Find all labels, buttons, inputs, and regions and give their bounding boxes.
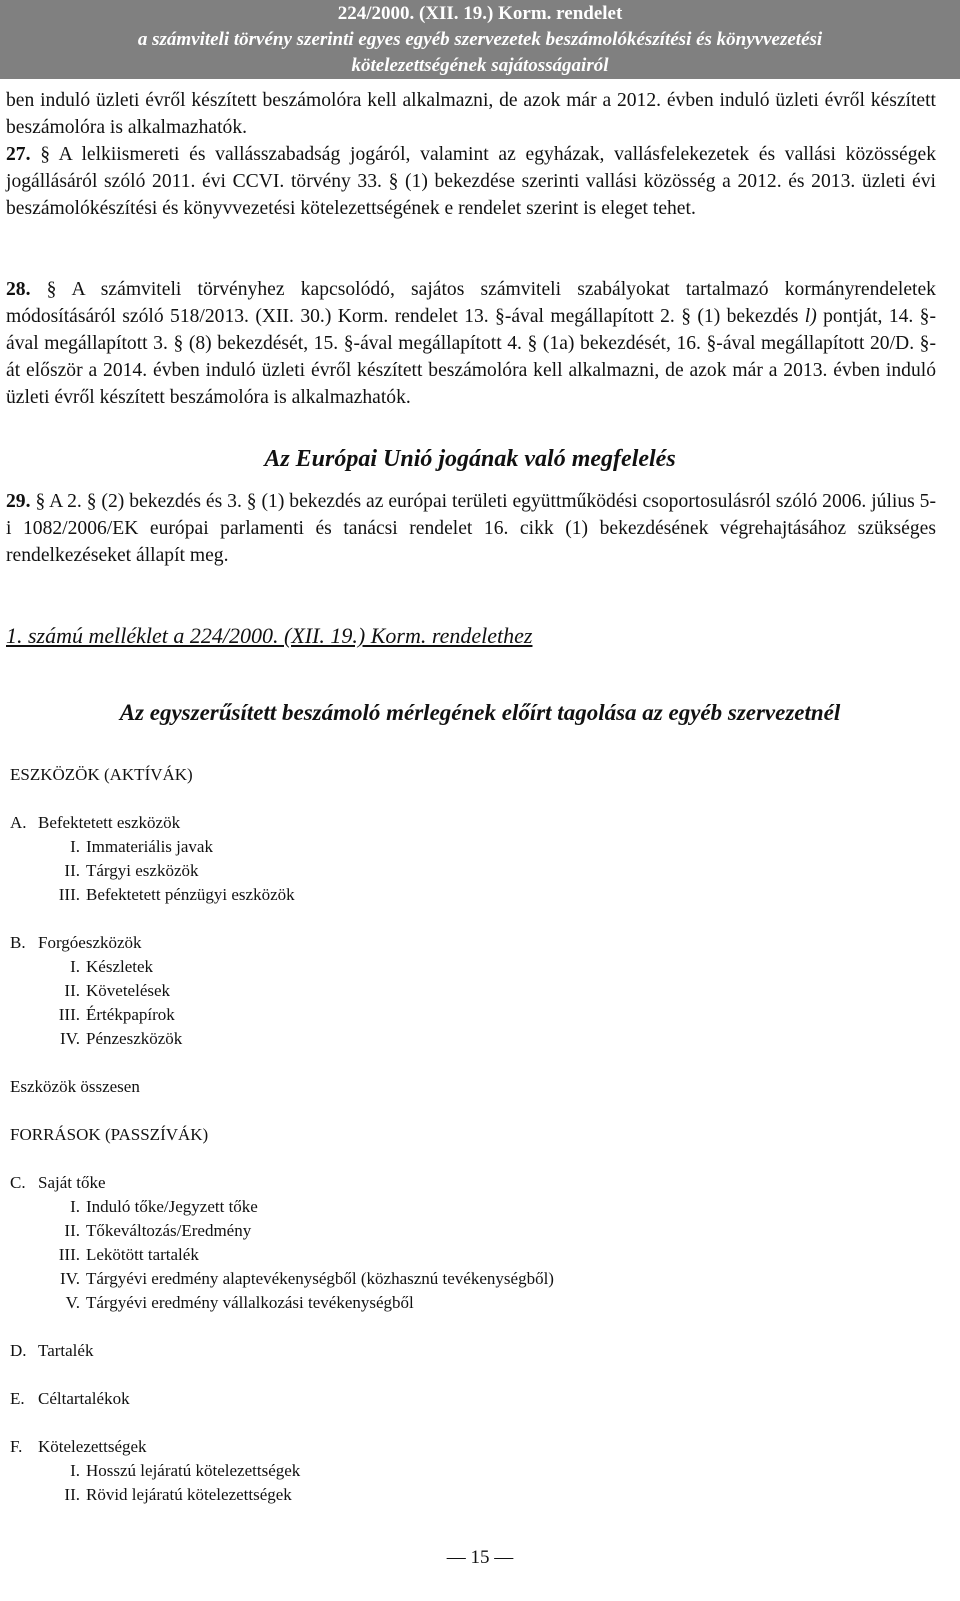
list-item-text: Forgóeszközök (38, 933, 142, 952)
eu-compliance-title: Az Európai Unió jogának való megfelelés (264, 446, 676, 472)
list-item (10, 1195, 554, 1219)
list-item-text: V. (65, 1293, 80, 1312)
list-item (10, 1483, 554, 1507)
paragraph-29 (6, 488, 936, 569)
spacer (10, 1411, 554, 1435)
paragraph-text: § A 2. § (2) bekezdés és 3. § (1) bekezdés az európai területi együttműködési csoportosulásról szóló 2006. július 5-i 1082/2006/EK európai parlamenti és tanácsi rendelet 16. cikk (1) bekezdésének végrehajtásához szükséges rendelkezéseket állapít meg. (6, 491, 936, 566)
list-item-text: B. (10, 933, 26, 952)
list-item (10, 955, 554, 979)
section-a (10, 811, 554, 835)
list-item-text: Lekötött tartalék (86, 1245, 199, 1264)
list-item-text: Céltartalékok (38, 1389, 130, 1408)
spacer (10, 1363, 554, 1387)
list-item (10, 859, 554, 883)
list-item-text: Befektetett pénzügyi eszközök (86, 885, 295, 904)
list-item-text: D. (10, 1341, 27, 1360)
section-c (10, 1171, 554, 1195)
spacer (10, 1099, 554, 1123)
list-item-text: IV. (60, 1269, 80, 1288)
liabilities-heading: FORRÁSOK (PASSZÍVÁK) (10, 1125, 209, 1144)
list-item-text: II. (64, 861, 80, 880)
list-item-text: Tartalék (38, 1341, 94, 1360)
list-item-text: II. (64, 981, 80, 1000)
page-number: — 15 — (446, 1547, 514, 1568)
header-subtitle-cont: kötelezettségének sajátosságairól (351, 55, 609, 76)
paragraph-27 (6, 141, 936, 222)
spacer (10, 787, 554, 811)
list-item (10, 1219, 554, 1243)
list-item (10, 1267, 554, 1291)
list-item-text: Kötelezettségek (38, 1437, 147, 1456)
list-item (10, 1459, 554, 1483)
paragraph-28 (6, 276, 936, 411)
list-item-text: A. (10, 813, 27, 832)
list-item-text: Induló tőke/Jegyzett tőke (86, 1197, 258, 1216)
balance-sheet-list (10, 763, 554, 1507)
list-item (10, 1003, 554, 1027)
paragraph-text: § A lelkiismereti és vallásszabadság jogáról, valamint az egyházak, vallásfelekezetek és vallási közösségek jogállásáról szóló 2011. évi CCVI. törvény 33. § (1) bekezdése szerinti vallási közösség a 2012. és 2013. üzleti évi beszámolókészítési és könyvvezetési kötelezettségének e rendelet szerint is eleget tehet. (6, 144, 936, 219)
list-item-text: Értékpapírok (86, 1005, 175, 1024)
list-item-text: I. (70, 837, 80, 856)
list-item-text: E. (10, 1389, 25, 1408)
list-item-text: IV. (60, 1029, 80, 1048)
paragraph-number: 29. (6, 491, 31, 512)
list-item (10, 1243, 554, 1267)
list-item (10, 883, 554, 907)
list-item (10, 835, 554, 859)
paragraph-text: § A számviteli törvényhez kapcsolódó, sajátos számviteli szabályokat tartalmazó kormányrendeletek módosításáról szóló 518/2013. (XII. 30.) Korm. rendelet 13. §-ával megállapított 2. § (1) bekezdés (6, 279, 936, 327)
list-item-text: III. (58, 1245, 80, 1264)
assets-total: Eszközök összesen (10, 1077, 140, 1096)
assets-heading: ESZKÖZÖK (AKTÍVÁK) (10, 765, 193, 784)
list-item-text: Követelések (86, 981, 171, 1000)
spacer (10, 907, 554, 931)
list-item-text: Tárgyévi eredmény vállalkozási tevékenységből (86, 1293, 414, 1312)
list-item (10, 1291, 554, 1315)
paragraph-text-italic: l) (804, 306, 817, 327)
list-item-text: I. (70, 957, 80, 976)
spacer (10, 1051, 554, 1075)
spacer (10, 1315, 554, 1339)
annex-title: 1. számú melléklet a 224/2000. (XII. 19.) Korm. rendelethez (6, 623, 533, 648)
list-item (10, 979, 554, 1003)
paragraph-number: 27. (6, 144, 31, 165)
list-item-text: II. (64, 1221, 80, 1240)
list-item-text: Tárgyi eszközök (86, 861, 199, 880)
list-item-text: I. (70, 1461, 80, 1480)
list-item-text: II. (64, 1485, 80, 1504)
header-subtitle: a számviteli törvény szerinti egyes egyéb szervezetek beszámolókészítési és könyvvezetési (137, 29, 823, 50)
list-item-text: III. (58, 885, 80, 904)
balance-sheet-title: Az egyszerűsített beszámoló mérlegének előírt tagolása az egyéb szervezetnél (119, 700, 841, 725)
section-e (10, 1387, 554, 1411)
list-item-text: Immateriális javak (86, 837, 213, 856)
list-item (10, 1027, 554, 1051)
list-item-text: Tárgyévi eredmény alaptevékenységből (közhasznú tevékenységből) (86, 1269, 554, 1288)
page-header (0, 0, 960, 79)
list-item-text: Tőkeváltozás/Eredmény (86, 1221, 252, 1240)
list-item-text: F. (10, 1437, 23, 1456)
list-item-text: Befektetett eszközök (38, 813, 181, 832)
header-title: 224/2000. (XII. 19.) Korm. rendelet (337, 3, 623, 24)
list-item-text: Saját tőke (38, 1173, 106, 1192)
list-item-text: I. (70, 1197, 80, 1216)
list-item-text: Pénzeszközök (86, 1029, 183, 1048)
section-f (10, 1435, 554, 1459)
paragraph-continued: ben induló üzleti évről készített beszámolóra kell alkalmazni, de azok már a 2012. évben induló üzleti évről készített beszámolóra is alkalmazhatók. (6, 90, 936, 138)
paragraph-text: pontját, 14. §-ával megállapított 3. § (8) bekezdését, 15. §-ával megállapított 4. § (1a) bekezdését, 16. §-ával megállapított 20/D. §-át először a 2014. évben induló üzleti évről készített beszámolóra kell alkalmazni, de azok már a 2013. évben induló üzleti évről készített beszámolóra is alkalmazhatók. (6, 306, 937, 408)
section-b (10, 931, 554, 955)
list-item-text: Készletek (86, 957, 154, 976)
list-item-text: III. (58, 1005, 80, 1024)
paragraph-number: 28. (6, 279, 31, 300)
list-item-text: Hosszú lejáratú kötelezettségek (86, 1461, 301, 1480)
list-item-text: C. (10, 1173, 26, 1192)
spacer (10, 1147, 554, 1171)
list-item-text: Rövid lejáratú kötelezettségek (86, 1485, 292, 1504)
section-d (10, 1339, 554, 1363)
